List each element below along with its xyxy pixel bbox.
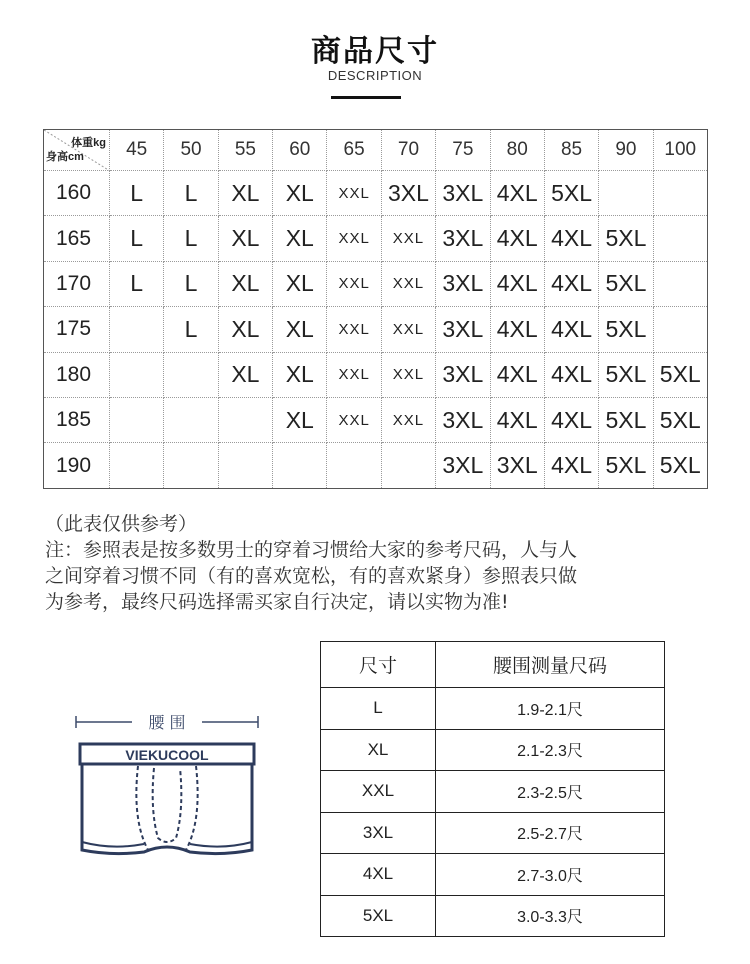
size-cell [164,443,218,488]
size-cell [273,443,327,488]
page-subtitle: DESCRIPTION [327,68,423,83]
brand-logo: VIEKUCOOL [125,747,209,763]
size-cell: 4XL [544,261,598,306]
size-cell: 5XL [599,216,653,261]
weight-axis-label: 体重kg [71,137,106,149]
waist-table-row [321,688,665,730]
waist-size-table [320,641,665,937]
size-cell: 4XL [490,171,544,216]
size-cell: XXL [327,352,381,397]
waist-table-row [321,895,665,937]
size-cell: XXL [327,216,381,261]
size-cell: XXL [327,307,381,352]
size-cell: XXL [381,307,435,352]
header-size: 尺寸 [321,642,436,688]
size-chart-header-row [44,130,708,171]
weight-header-cell: 100 [653,130,707,171]
size-cell: 3XL [436,261,490,306]
size-cell: XL [218,216,272,261]
waist-measure-cell: 1.9-2.1尺 [436,688,665,730]
waist-table-row [321,812,665,854]
size-cell: 4XL [490,352,544,397]
note-line: 之间穿着习惯不同（有的喜欢宽松，有的喜欢紧身）参照表只做 [45,565,578,587]
size-cell: 3XL [436,307,490,352]
size-cell: L [164,307,218,352]
size-cell: 5XL [544,171,598,216]
header-waist: 腰围测量尺码 [436,642,665,688]
size-cell: 4XL [544,216,598,261]
size-chart-body [44,130,708,489]
height-cell: 190 [44,443,110,488]
size-cell [381,443,435,488]
height-cell: 165 [44,216,110,261]
size-cell: 4XL [544,352,598,397]
waist-table-row [321,771,665,813]
waist-size-cell: 3XL [321,812,436,854]
size-cell: XXL [381,352,435,397]
size-cell: XL [273,261,327,306]
size-cell: XL [218,352,272,397]
waist-table-body [321,642,665,937]
waist-measure-cell: 3.0-3.3尺 [436,895,665,937]
size-cell: L [164,216,218,261]
height-cell: 160 [44,171,110,216]
weight-header-cell: 75 [436,130,490,171]
size-cell [164,397,218,442]
waist-measure-cell: 2.3-2.5尺 [436,771,665,813]
size-cell: L [164,171,218,216]
waist-measure-cell: 2.5-2.7尺 [436,812,665,854]
size-cell: 5XL [599,443,653,488]
size-chart-row [44,352,708,397]
waist-table-row [321,854,665,896]
weight-header-cell: 80 [490,130,544,171]
note-line: 为参考，最终尺码选择需买家自行决定，请以实物为准! [45,591,509,613]
height-cell: 175 [44,307,110,352]
size-chart-row [44,443,708,488]
size-cell: L [110,261,164,306]
size-cell [653,307,707,352]
size-cell [653,216,707,261]
size-cell [110,443,164,488]
size-cell: XXL [381,216,435,261]
size-cell [110,307,164,352]
waist-measure-cell: 2.1-2.3尺 [436,729,665,771]
corner-cell [44,130,110,171]
weight-header-cell: 50 [164,130,218,171]
waist-measure-cell: 2.7-3.0尺 [436,854,665,896]
size-cell: 3XL [436,352,490,397]
height-cell: 170 [44,261,110,306]
pouch-seam-right [186,766,198,850]
pouch-inner-seam [153,768,182,842]
weight-header-cell: 45 [110,130,164,171]
size-cell: XL [273,307,327,352]
weight-header-cell: 55 [218,130,272,171]
size-cell [110,352,164,397]
size-cell: 3XL [436,397,490,442]
waist-label: 腰 围 [148,713,186,732]
size-cell: XXL [327,171,381,216]
weight-header-cell: 90 [599,130,653,171]
size-cell: 5XL [599,397,653,442]
size-cell: L [110,216,164,261]
size-chart-row [44,171,708,216]
waist-size-cell: XXL [321,771,436,813]
size-cell: L [110,171,164,216]
size-cell: 3XL [436,443,490,488]
size-cell [164,352,218,397]
size-cell: XL [273,216,327,261]
size-cell: 4XL [490,307,544,352]
weight-header-cell: 85 [544,130,598,171]
weight-header-cell: 65 [327,130,381,171]
size-cell: 5XL [599,261,653,306]
size-cell: XXL [327,261,381,306]
size-cell: L [164,261,218,306]
size-cell [599,171,653,216]
page-title: 商品尺寸 [311,34,439,69]
size-cell: 3XL [436,216,490,261]
height-axis-label: 身高cm [46,151,84,163]
size-cell [653,261,707,306]
size-cell [218,443,272,488]
size-cell: 4XL [544,397,598,442]
size-cell: 3XL [381,171,435,216]
pouch-seam-left [136,766,148,850]
size-cell: 3XL [436,171,490,216]
waist-size-cell: 5XL [321,895,436,937]
size-cell: XXL [381,261,435,306]
size-cell: 5XL [653,352,707,397]
size-cell: XL [218,171,272,216]
waist-size-cell: L [321,688,436,730]
boxer-briefs-illustration [72,700,264,880]
size-cell: XL [273,397,327,442]
size-cell [327,443,381,488]
right-leg-hem [190,842,252,847]
size-cell: 4XL [490,216,544,261]
size-cell: XXL [327,397,381,442]
size-cell: XL [218,307,272,352]
waist-table-header [321,642,665,688]
size-chart-row [44,261,708,306]
waist-size-cell: XL [321,729,436,771]
size-chart-row [44,397,708,442]
waist-table-row [321,729,665,771]
size-cell: 3XL [490,443,544,488]
size-chart-row [44,307,708,352]
height-cell: 185 [44,397,110,442]
size-cell [110,397,164,442]
size-cell: XL [273,352,327,397]
waist-size-cell: 4XL [321,854,436,896]
size-cell [218,397,272,442]
size-chart-row [44,216,708,261]
brief-body-outline [82,764,252,854]
size-cell: 5XL [599,352,653,397]
size-cell: XXL [381,397,435,442]
note-heading: （此表仅供参考） [45,513,198,535]
left-leg-hem [82,842,144,847]
size-cell: 4XL [490,397,544,442]
size-cell: XL [218,261,272,306]
title-underline [331,96,401,99]
size-cell: XL [273,171,327,216]
height-cell: 180 [44,352,110,397]
size-chart-table [43,129,708,489]
weight-header-cell: 60 [273,130,327,171]
note-text [45,537,725,615]
size-cell: 5XL [653,397,707,442]
size-cell: 5XL [599,307,653,352]
size-cell: 4XL [544,443,598,488]
size-cell [653,171,707,216]
size-cell: 5XL [653,443,707,488]
note-line: 注：参照表是按多数男士的穿着习惯给大家的参考尺码，人与人 [45,539,578,561]
size-cell: 4XL [544,307,598,352]
size-cell: 4XL [490,261,544,306]
weight-header-cell: 70 [381,130,435,171]
